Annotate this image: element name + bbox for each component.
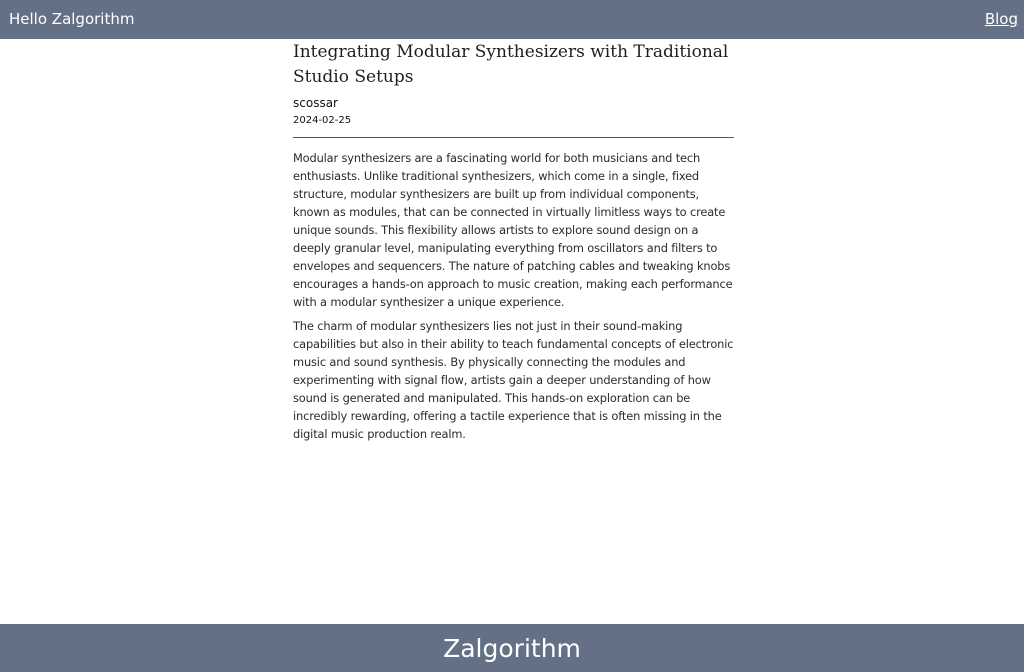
site-brand-link[interactable]: Hello Zalgorithm	[9, 10, 135, 28]
article-date: 2024-02-25	[293, 115, 352, 126]
footer-site-title: Zalgorithm	[443, 634, 581, 663]
article-paragraph-1: Modular synthesizers are a fascinating world for both musicians and tech enthusiasts. Unlike traditional synthesizers, which come in a single, fixed structure, modular synthesizers are built up from individual components, known as modules, that can be connected in virtually limitless ways to create unique sounds. This flexibility allows artists to explore sound design on a deeply granular level, manipulating everything from oscillators and filters to envelopes and sequencers. The nature of patching cables and tweaking knobs encourages a hands-on approach to music creation, making each performance with a modular synthesizer a unique experience.	[293, 151, 733, 309]
nav-blog-link[interactable]: Blog	[984, 10, 1018, 28]
article-author: scossar	[293, 96, 338, 110]
article	[293, 40, 734, 443]
article-title: Integrating Modular Synthesizers with Traditional Studio Setups	[293, 42, 729, 87]
article-paragraph-2: The charm of modular synthesizers lies not just in their sound-making capabilities but also in their ability to teach fundamental concepts of electronic music and sound synthesis. By physically connecting the modules and experimenting with signal flow, artists gain a deeper understanding of how sound is generated and manipulated. This hands-on exploration can be incredibly rewarding, offering a tactile experience that is often missing in the digital music production realm.	[293, 319, 734, 441]
top-navigation-bar	[0, 0, 1024, 39]
site-footer	[0, 624, 1024, 672]
title-divider	[293, 137, 734, 138]
